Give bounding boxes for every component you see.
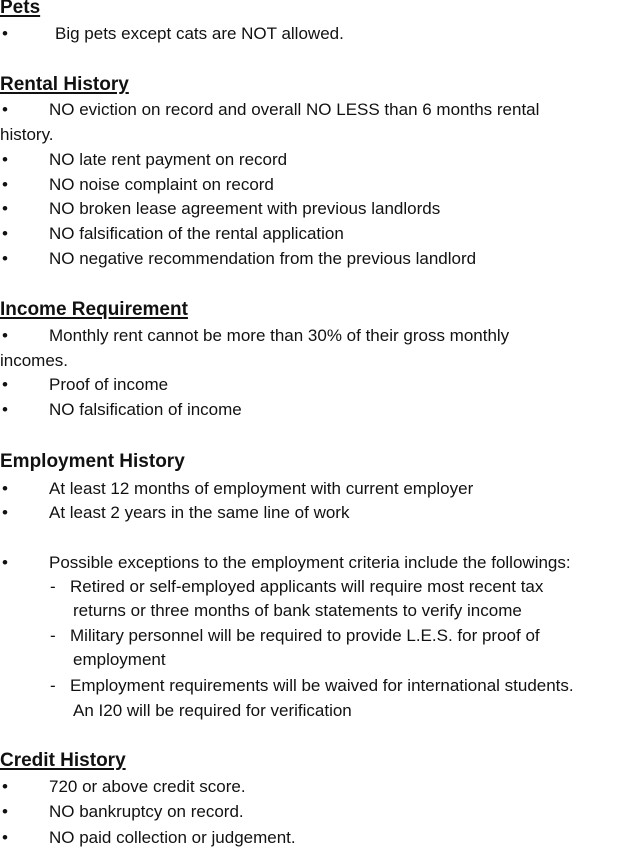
income-requirement-heading: Income Requirement	[0, 299, 188, 320]
item-text: NO broken lease agreement with previous landlords	[49, 199, 441, 218]
item-text: NO paid collection or judgement.	[49, 828, 296, 847]
rental-history-heading: Rental History	[0, 74, 129, 95]
list-item	[0, 148, 623, 172]
item-continuation: An I20 will be required for verification	[73, 701, 352, 720]
list-item	[0, 173, 623, 197]
list-item	[0, 398, 623, 422]
list-item	[0, 324, 623, 348]
dash: -	[50, 577, 56, 596]
item-continuation: returns or three months of bank statements to verify income	[73, 601, 522, 620]
bullet: •	[2, 777, 8, 796]
item-text: Monthly rent cannot be more than 30% of their gross monthly	[49, 326, 510, 345]
bullet: •	[2, 326, 8, 345]
item-text: Retired or self-employed applicants will require most recent tax	[70, 577, 544, 596]
dash: -	[50, 626, 56, 645]
list-item	[0, 197, 623, 221]
list-item	[0, 501, 623, 525]
item-text: NO noise complaint on record	[49, 175, 274, 194]
bullet: •	[2, 175, 8, 194]
item-text: NO falsification of the rental application	[49, 224, 344, 243]
credit-history-heading: Credit History	[0, 750, 126, 771]
sub-list-item	[0, 624, 623, 648]
bullet: •	[2, 24, 8, 43]
item-text: NO late rent payment on record	[49, 150, 288, 169]
list-item	[0, 98, 623, 122]
item-text: Proof of income	[49, 375, 169, 394]
list-item	[0, 477, 623, 501]
bullet: •	[2, 224, 8, 243]
bullet: •	[2, 400, 8, 419]
item-text: At least 12 months of employment with current employer	[49, 479, 474, 498]
bullet: •	[2, 479, 8, 498]
employment-history-heading: Employment History	[0, 451, 185, 472]
bullet: •	[2, 100, 8, 119]
item-text: Employment requirements will be waived for international students.	[70, 676, 574, 695]
bullet: •	[2, 199, 8, 218]
item-continuation: employment	[73, 650, 166, 669]
list-item	[0, 551, 623, 575]
bullet: •	[2, 249, 8, 268]
sub-list-item	[0, 575, 623, 599]
bullet: •	[2, 503, 8, 522]
item-text: 720 or above credit score.	[49, 777, 246, 796]
item-continuation: incomes.	[0, 351, 69, 370]
bullet: •	[2, 553, 8, 572]
item-text: NO falsification of income	[49, 400, 242, 419]
dash: -	[50, 676, 56, 695]
sub-list-item	[0, 674, 623, 698]
list-item	[0, 373, 623, 397]
item-text: Military personnel will be required to provide L.E.S. for proof of	[70, 626, 540, 645]
pets-heading: Pets	[0, 0, 41, 18]
bullet: •	[2, 828, 8, 847]
list-item	[0, 826, 623, 850]
item-continuation: history.	[0, 125, 54, 144]
item-text: NO eviction on record and overall NO LESS than 6 months rental	[49, 100, 540, 119]
item-text: At least 2 years in the same line of work	[49, 503, 350, 522]
item-text: NO bankruptcy on record.	[49, 802, 244, 821]
item-text: Possible exceptions to the employment criteria include the followings:	[49, 553, 571, 572]
item-text: Big pets except cats are NOT allowed.	[55, 24, 344, 43]
item-text: NO negative recommendation from the previous landlord	[49, 249, 477, 268]
list-item	[0, 775, 623, 799]
list-item	[0, 247, 623, 271]
list-item	[0, 222, 623, 246]
bullet: •	[2, 150, 8, 169]
bullet: •	[2, 802, 8, 821]
bullet: •	[2, 375, 8, 394]
list-item	[0, 22, 623, 46]
list-item	[0, 800, 623, 824]
